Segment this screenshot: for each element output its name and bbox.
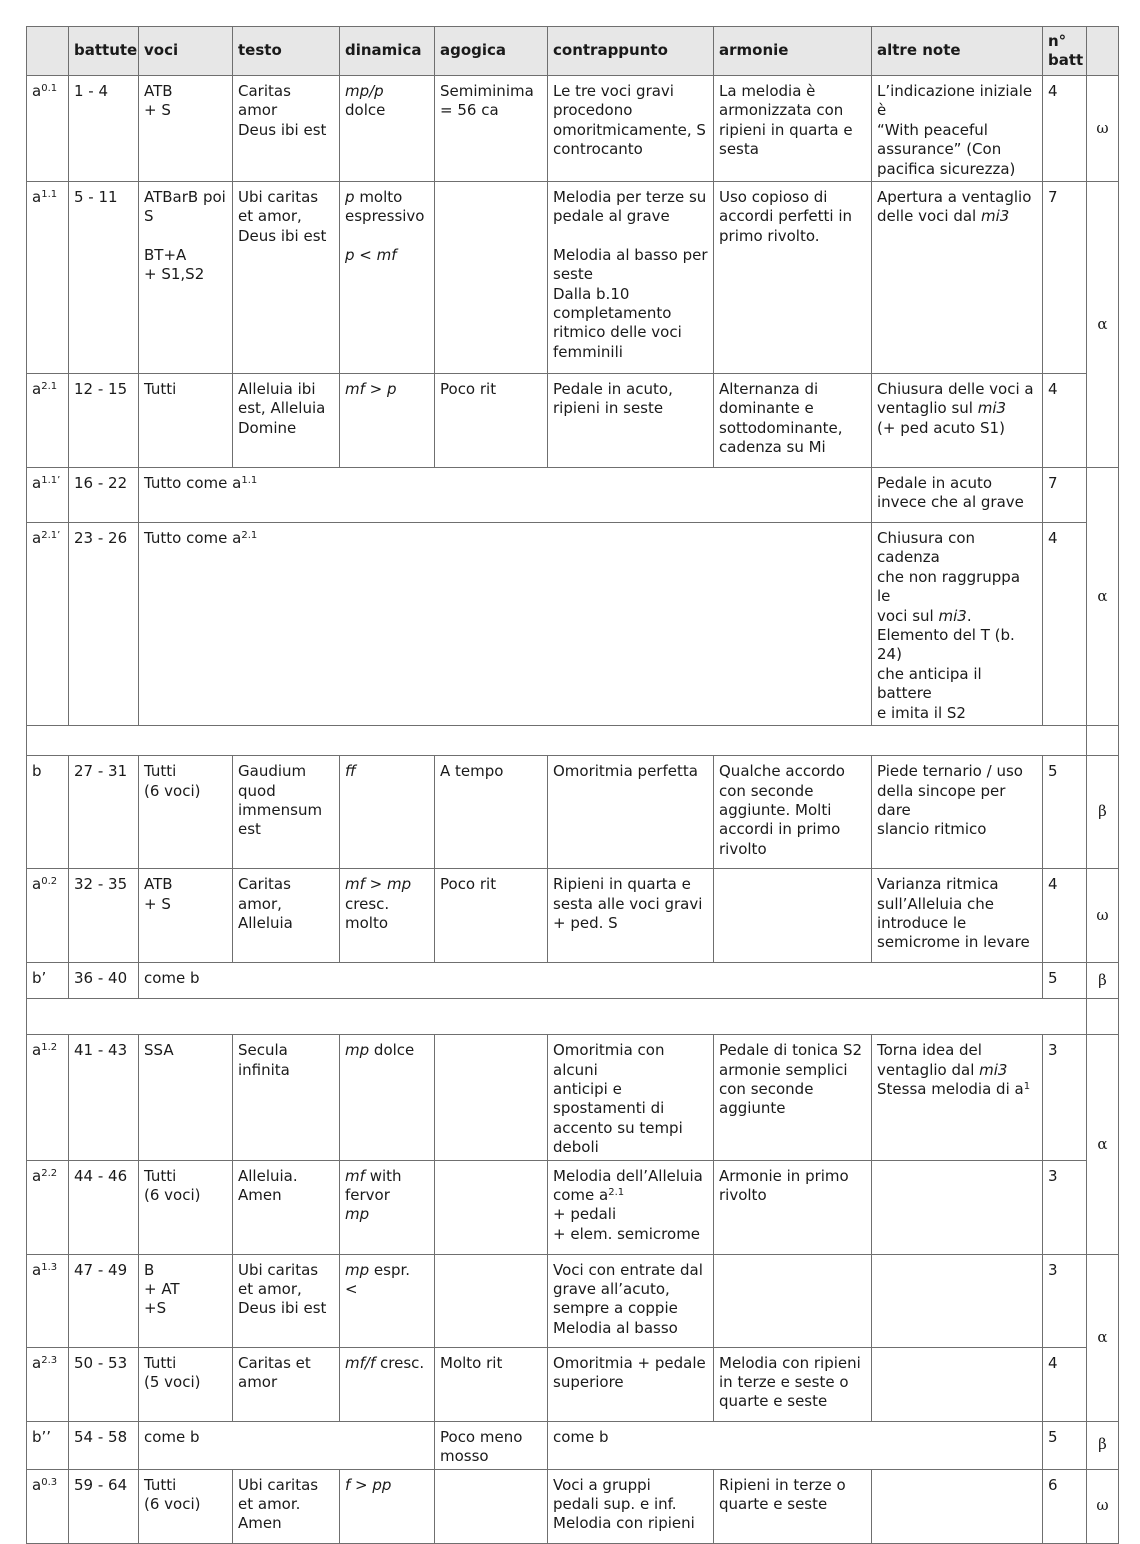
n-batt-cell: 4 (1043, 76, 1087, 182)
armonie-cell (714, 1254, 872, 1347)
armonie-cell: Pedale di tonica S2 armonie semplici con seconde aggiunte (714, 1035, 872, 1160)
n-batt-cell: 6 (1043, 1469, 1087, 1543)
voci-cell: B + AT +S (139, 1254, 233, 1347)
header-testo: testo (233, 27, 340, 76)
contrappunto-cell: Omoritmia perfetta (548, 756, 714, 869)
battute-cell: 50 - 53 (69, 1347, 139, 1421)
note-cell: Chiusura con cadenza che non raggruppa le voci sul mi3. Elemento del T (b. 24) che anticipa il battere e imita il S2 (872, 523, 1043, 726)
symbol-beta: β (1087, 756, 1119, 869)
header-battute: battute (69, 27, 139, 76)
testo-cell: Caritas amor Deus ibi est (233, 76, 340, 182)
battute-cell: 59 - 64 (69, 1469, 139, 1543)
armonie-cell: Alternanza di dominante e sottodominante, cadenza su Mi (714, 374, 872, 468)
testo-cell: Ubi caritas et amor. Amen (233, 1469, 340, 1543)
dinamica-cell: p molto espressivo p < mf (340, 182, 435, 374)
header-agogica: agogica (435, 27, 548, 76)
voci-cell: Tutti (6 voci) (139, 1469, 233, 1543)
header-n-batt: n° batt (1043, 27, 1087, 76)
testo-cell: Gaudium quod immensum est (233, 756, 340, 869)
testo-cell: Alleluia ibi est, Alleluia Domine (233, 374, 340, 468)
testo-cell: Caritas amor, Alleluia (233, 869, 340, 963)
table-row (27, 1160, 1119, 1254)
contrappunto-cell: Voci a gruppi pedali sup. e inf. Melodia con ripieni (548, 1469, 714, 1543)
battute-cell: 47 - 49 (69, 1254, 139, 1347)
header-altre-note: altre note (872, 27, 1043, 76)
section-cell: b (27, 756, 69, 869)
symbol-alpha: α (1087, 1254, 1119, 1421)
table-row (27, 468, 1119, 523)
merged-cell: come b (139, 963, 1043, 999)
voci-cell: SSA (139, 1035, 233, 1160)
voci-cell: ATB + S (139, 869, 233, 963)
n-batt-cell: 3 (1043, 1160, 1087, 1254)
testo-cell: Caritas et amor (233, 1347, 340, 1421)
section-cell: $a^{0.3}$ (27, 1469, 69, 1543)
header-voci: voci (139, 27, 233, 76)
n-batt-cell: 5 (1043, 1421, 1087, 1469)
voci-cell: Tutti (139, 374, 233, 468)
battute-cell: 54 - 58 (69, 1421, 139, 1469)
n-batt-cell: 3 (1043, 1035, 1087, 1160)
section-cell: b’ (27, 963, 69, 999)
n-batt-cell: 4 (1043, 869, 1087, 963)
battute-cell: 32 - 35 (69, 869, 139, 963)
n-batt-cell: 7 (1043, 468, 1087, 523)
dinamica-cell: mf with fervor mp (340, 1160, 435, 1254)
table-row (27, 1035, 1119, 1160)
symbol-beta: β (1087, 1421, 1119, 1469)
dinamica-cell: mp dolce (340, 1035, 435, 1160)
contrappunto-cell: Omoritmia con alcuni anticipi e spostamenti di accento su tempi deboli (548, 1035, 714, 1160)
dinamica-cell: ff (340, 756, 435, 869)
section-cell: b’’ (27, 1421, 69, 1469)
agogica-cell (435, 1469, 548, 1543)
note-cell (872, 1160, 1043, 1254)
agogica-cell: Poco rit (435, 374, 548, 468)
table-row (27, 963, 1119, 999)
testo-cell: Ubi caritas et amor, Deus ibi est (233, 182, 340, 374)
note-cell: Apertura a ventaglio delle voci dal mi3 (872, 182, 1043, 374)
table-row (27, 182, 1119, 374)
testo-cell: Secula infinita (233, 1035, 340, 1160)
agogica-cell: Poco rit (435, 869, 548, 963)
agogica-cell: Semiminima = 56 ca (435, 76, 548, 182)
agogica-cell: Molto rit (435, 1347, 548, 1421)
n-batt-cell: 5 (1043, 756, 1087, 869)
n-batt-cell: 3 (1043, 1254, 1087, 1347)
spacer-row (27, 999, 1119, 1035)
table-row (27, 1347, 1119, 1421)
header-row (27, 27, 1119, 76)
section-cell: $a^{1.1’}$ (27, 468, 69, 523)
header-contrappunto: contrappunto (548, 27, 714, 76)
spacer-row (27, 726, 1119, 756)
symbol-omega: ω (1087, 76, 1119, 182)
section-cell: $a^{0.1}$ (27, 76, 69, 182)
dinamica-cell: mf/f cresc. (340, 1347, 435, 1421)
agogica-cell (435, 1035, 548, 1160)
merged-cell: come b (139, 1421, 435, 1469)
note-cell: Piede ternario / uso della sincope per dare slancio ritmico (872, 756, 1043, 869)
n-batt-cell: 7 (1043, 182, 1087, 374)
symbol-omega: ω (1087, 869, 1119, 963)
symbol-alpha: α (1087, 182, 1119, 468)
note-cell: Torna idea del ventaglio dal mi3 Stessa melodia di $a^1$ (872, 1035, 1043, 1160)
symbol-omega: ω (1087, 1469, 1119, 1543)
header-section (27, 27, 69, 76)
dinamica-cell: mf > p (340, 374, 435, 468)
note-cell (872, 1469, 1043, 1543)
armonie-cell: Melodia con ripieni in terze e seste o quarte e seste (714, 1347, 872, 1421)
contrappunto-cell: Melodia per terze su pedale al grave Melodia al basso per seste Dalla b.10 completamento ritmico delle voci femminili (548, 182, 714, 374)
battute-cell: 41 - 43 (69, 1035, 139, 1160)
note-cell: Varianza ritmica sull’Alleluia che introduce le semicrome in levare (872, 869, 1043, 963)
battute-cell: 36 - 40 (69, 963, 139, 999)
note-cell: L’indicazione iniziale è “With peaceful assurance” (Con pacifica sicurezza) (872, 76, 1043, 182)
battute-cell: 12 - 15 (69, 374, 139, 468)
note-cell (872, 1254, 1043, 1347)
section-cell: $a^{2.2}$ (27, 1160, 69, 1254)
battute-cell: 44 - 46 (69, 1160, 139, 1254)
header-dinamica: dinamica (340, 27, 435, 76)
table-row (27, 523, 1119, 726)
contrappunto-cell: Voci con entrate dal grave all’acuto, sempre a coppie Melodia al basso (548, 1254, 714, 1347)
voci-cell: Tutti (6 voci) (139, 756, 233, 869)
battute-cell: 16 - 22 (69, 468, 139, 523)
dinamica-cell: mp espr. < (340, 1254, 435, 1347)
voci-cell: Tutti (6 voci) (139, 1160, 233, 1254)
table-row (27, 76, 1119, 182)
agogica-cell: A tempo (435, 756, 548, 869)
dinamica-cell: mf > mp cresc. molto (340, 869, 435, 963)
testo-cell: Alleluia. Amen (233, 1160, 340, 1254)
n-batt-cell: 4 (1043, 1347, 1087, 1421)
contrappunto-cell: Ripieni in quarta e sesta alle voci gravi + ped. S (548, 869, 714, 963)
armonie-cell: Armonie in primo rivolto (714, 1160, 872, 1254)
header-armonie: armonie (714, 27, 872, 76)
contrappunto-cell: Omoritmia + pedale superiore (548, 1347, 714, 1421)
section-cell: $a^{1.2}$ (27, 1035, 69, 1160)
merged-cell: Tutto come $a^{1.1}$ (139, 468, 872, 523)
note-cell (872, 1347, 1043, 1421)
contrappunto-cell: Melodia dell’Alleluia come $a^{2.1}$ + pedali + elem. semicrome (548, 1160, 714, 1254)
section-cell: $a^{2.1}$ (27, 374, 69, 468)
merged-cell: Tutto come $a^{2.1}$ (139, 523, 872, 726)
battute-cell: 1 - 4 (69, 76, 139, 182)
battute-cell: 23 - 26 (69, 523, 139, 726)
table-row (27, 374, 1119, 468)
armonie-cell: Qualche accordo con seconde aggiunte. Molti accordi in primo rivolto (714, 756, 872, 869)
section-cell: $a^{1.1}$ (27, 182, 69, 374)
analysis-table-sheet (26, 26, 1119, 1544)
note-cell: Chiusura delle voci a ventaglio sul mi3 (+ ped acuto S1) (872, 374, 1043, 468)
n-batt-cell: 5 (1043, 963, 1087, 999)
table-row (27, 1254, 1119, 1347)
contrappunto-cell: Pedale in acuto, ripieni in seste (548, 374, 714, 468)
agogica-cell: Poco meno mosso (435, 1421, 548, 1469)
voci-cell: Tutti (5 voci) (139, 1347, 233, 1421)
testo-cell: Ubi caritas et amor, Deus ibi est (233, 1254, 340, 1347)
table-row (27, 756, 1119, 869)
section-cell: $a^{2.1’}$ (27, 523, 69, 726)
symbol-alpha: α (1087, 468, 1119, 726)
armonie-cell: Uso copioso di accordi perfetti in primo rivolto. (714, 182, 872, 374)
symbol-beta: β (1087, 963, 1119, 999)
armonie-cell: La melodia è armonizzata con ripieni in quarta e sesta (714, 76, 872, 182)
analysis-table (26, 26, 1119, 1544)
n-batt-cell: 4 (1043, 523, 1087, 726)
voci-cell: ATBarB poi S BT+A + S1,S2 (139, 182, 233, 374)
note-cell: Pedale in acuto invece che al grave (872, 468, 1043, 523)
agogica-cell (435, 1160, 548, 1254)
agogica-cell (435, 182, 548, 374)
section-cell: $a^{0.2}$ (27, 869, 69, 963)
dinamica-cell: f > pp (340, 1469, 435, 1543)
n-batt-cell: 4 (1043, 374, 1087, 468)
header-symbol (1087, 27, 1119, 76)
agogica-cell (435, 1254, 548, 1347)
armonie-cell: Ripieni in terze o quarte e seste (714, 1469, 872, 1543)
table-row (27, 869, 1119, 963)
merged-cell: come b (548, 1421, 1043, 1469)
contrappunto-cell: Le tre voci gravi procedono omoritmicamente, S controcanto (548, 76, 714, 182)
armonie-cell (714, 869, 872, 963)
battute-cell: 5 - 11 (69, 182, 139, 374)
voci-cell: ATB + S (139, 76, 233, 182)
dinamica-cell: mp/p dolce (340, 76, 435, 182)
section-cell: $a^{1.3}$ (27, 1254, 69, 1347)
symbol-alpha: α (1087, 1035, 1119, 1254)
table-row (27, 1421, 1119, 1469)
battute-cell: 27 - 31 (69, 756, 139, 869)
table-row (27, 1469, 1119, 1543)
section-cell: $a^{2.3}$ (27, 1347, 69, 1421)
